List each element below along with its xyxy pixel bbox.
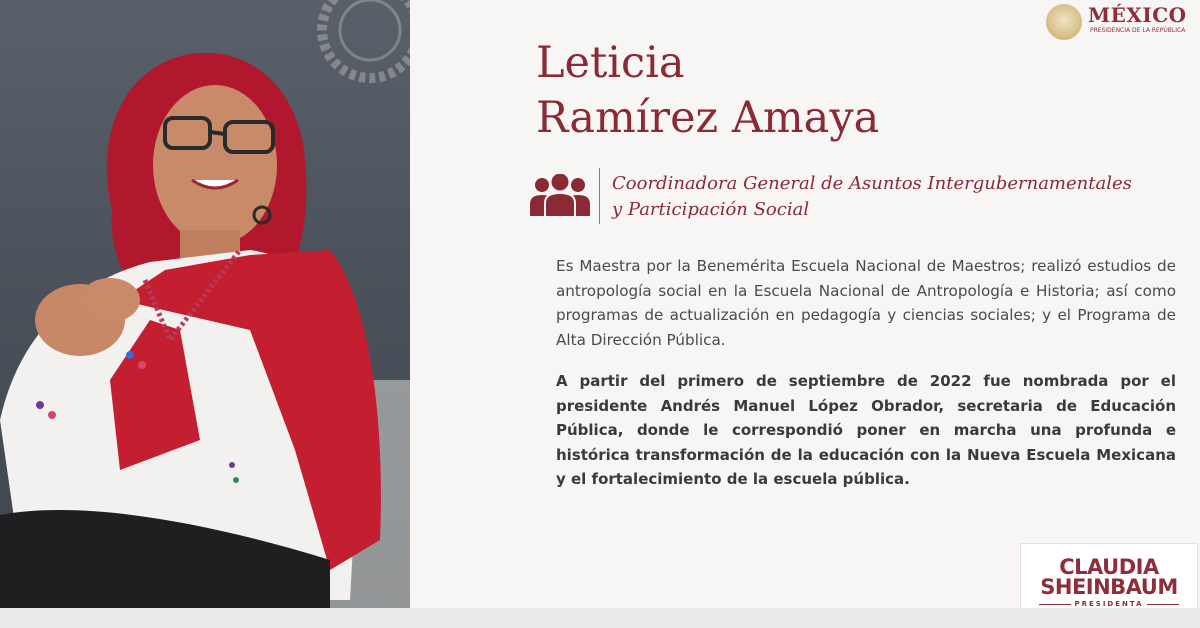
national-seal-icon: [1046, 4, 1082, 40]
brand-line3: PRESIDENTA: [1074, 600, 1144, 608]
brand-line1: CLAUDIA: [1059, 555, 1159, 579]
person-name-line2: Ramírez Amaya: [536, 93, 880, 143]
portrait-photo: [0, 0, 410, 608]
portrait-illustration: [0, 0, 410, 608]
group-people-icon: [528, 174, 592, 220]
role-title-line2: y Participación Social: [612, 199, 810, 220]
logo-title: MÉXICO: [1088, 3, 1187, 27]
mexico-logo: [1044, 2, 1194, 38]
biography: [556, 254, 1176, 492]
logo-subtitle: PRESIDENCIA DE LA REPÚBLICA: [1090, 27, 1186, 34]
person-name: [536, 36, 879, 146]
bio-paragraph-bold: A partir del primero de septiembre de 2022 fue nombrada por el presidente Andrés Manuel López Obrador, secretaria de Educación Pública, donde le correspondió poner en marcha una profunda e histórica transformación de la educación con la Nueva Escuela Mexicana y el fortalecimiento de la escuela pública.: [556, 372, 1176, 488]
role-title-line1: Coordinadora General de Asuntos Intergubernamentales: [612, 173, 1132, 194]
person-name-line1: Leticia: [536, 38, 685, 88]
bio-paragraph: Es Maestra por la Benemérita Escuela Nacional de Maestros; realizó estudios de antropología social en la Escuela Nacional de Antropología e Historia; así como programas de actualización en pedagogía y ciencias sociales; y el Programa de Alta Dirección Pública.: [556, 257, 1176, 349]
brand-line2: SHEINBAUM: [1040, 575, 1178, 599]
background-seal-icon: [322, 0, 410, 78]
role-divider: [599, 168, 600, 224]
bottom-strip: [0, 608, 1200, 628]
brand-rule-right: [1147, 604, 1179, 605]
role-title: [612, 171, 1132, 223]
